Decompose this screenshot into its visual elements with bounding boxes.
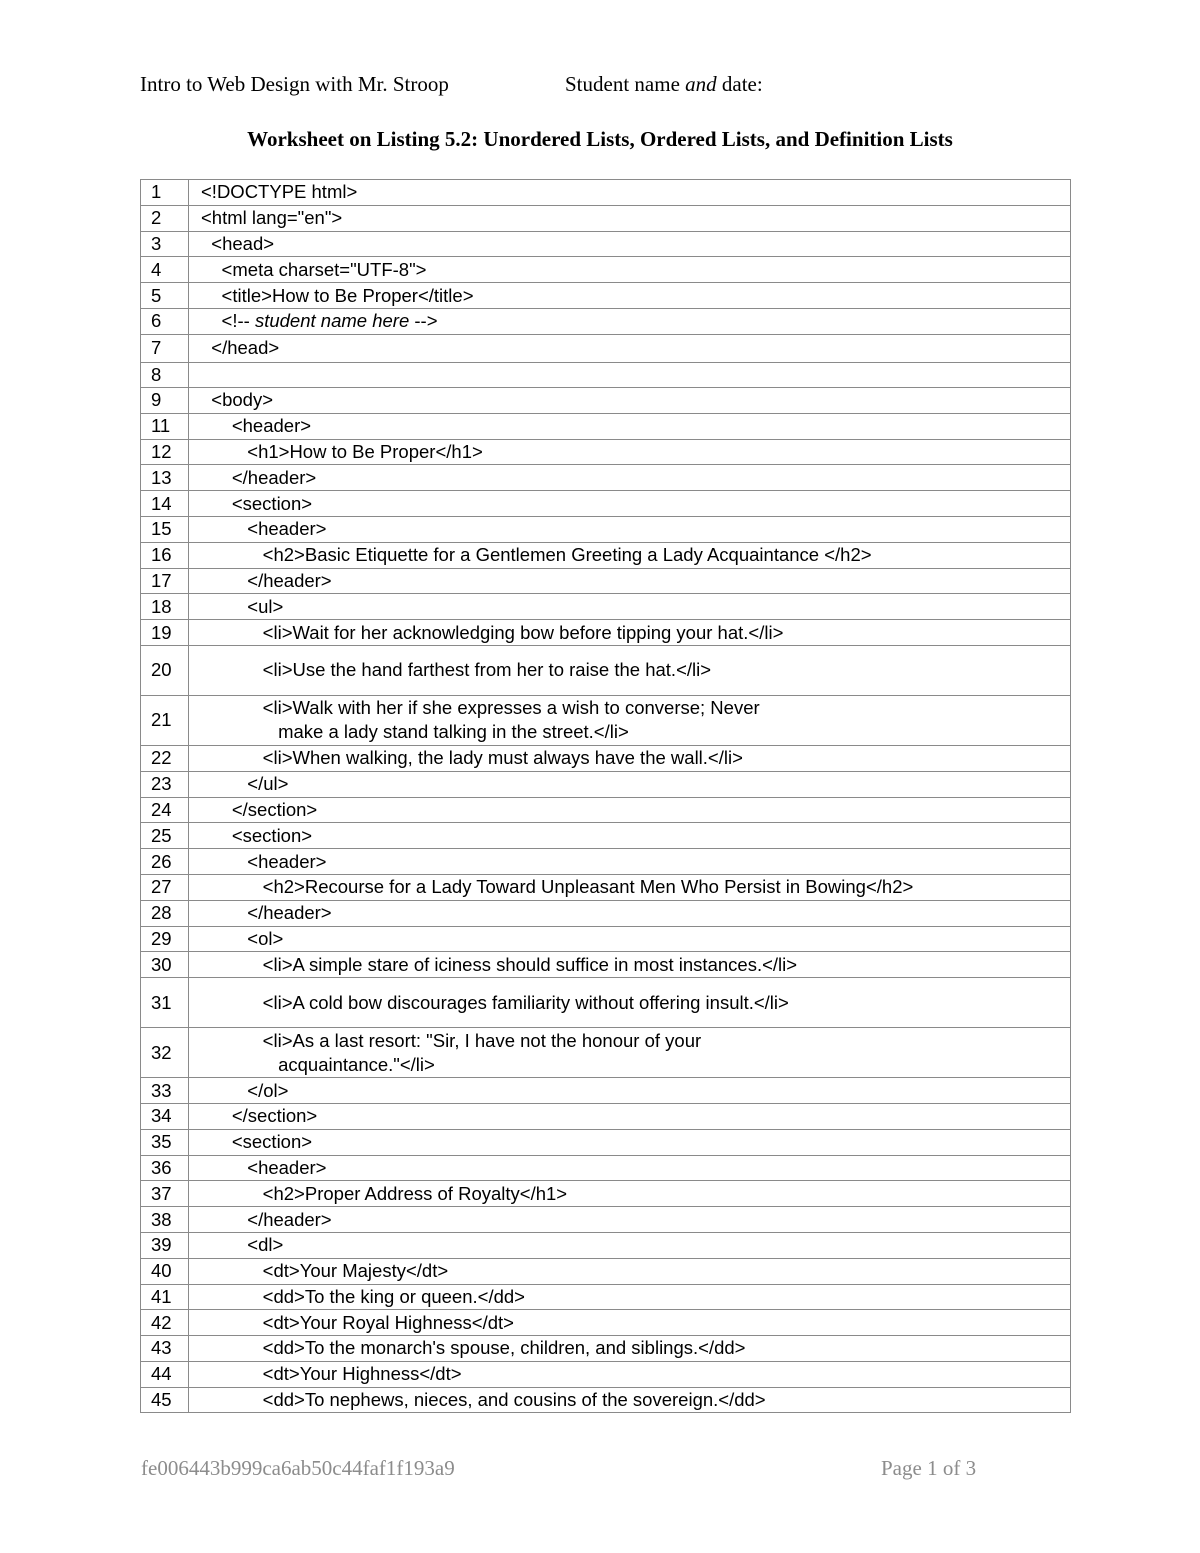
code-line-text: <dl> <box>189 1232 1071 1258</box>
code-line-text: <dd>To nephews, nieces, and cousins of the sovereign.</dd> <box>189 1387 1071 1413</box>
code-line-row <box>141 465 1071 491</box>
student-prefix: Student name <box>565 72 686 96</box>
student-suffix: date: <box>716 72 763 96</box>
line-number: 8 <box>141 362 189 387</box>
line-number: 33 <box>141 1078 189 1104</box>
line-number: 43 <box>141 1336 189 1362</box>
code-line-text: <dd>To the king or queen.</dd> <box>189 1284 1071 1310</box>
code-line-text: <dt>Your Royal Highness</dt> <box>189 1310 1071 1336</box>
code-line-row <box>141 849 1071 875</box>
code-line-row <box>141 387 1071 413</box>
code-line-text: <title>How to Be Proper</title> <box>189 283 1071 309</box>
comment-close: --> <box>409 310 438 332</box>
code-line-row <box>141 1232 1071 1258</box>
code-line-text: <li>A simple stare of iciness should suffice in most instances.</li> <box>189 952 1071 978</box>
line-number: 2 <box>141 205 189 231</box>
code-line-text: <li>Use the hand farthest from her to raise the hat.</li> <box>189 645 1071 695</box>
comment-open: <!-- <box>201 310 255 332</box>
code-line-row <box>141 1310 1071 1336</box>
code-line-row <box>141 594 1071 620</box>
code-line-row <box>141 542 1071 568</box>
code-line-text <box>189 362 1071 387</box>
code-line-row <box>141 1258 1071 1284</box>
page-number: Page 1 of 3 <box>881 1456 977 1480</box>
code-line-text: <h1>How to Be Proper</h1> <box>189 439 1071 465</box>
code-line-row <box>141 1129 1071 1155</box>
code-line-text: </header> <box>189 900 1071 926</box>
code-line-row <box>141 516 1071 542</box>
code-line-text: <li>Wait for her acknowledging bow before tipping your hat.</li> <box>189 620 1071 646</box>
code-line-row <box>141 620 1071 646</box>
code-line-text: </header> <box>189 568 1071 594</box>
code-line-text: <section> <box>189 491 1071 517</box>
document-id: fe006443b999ca6ab50c44faf1f193a9 <box>141 1456 455 1480</box>
line-number: 38 <box>141 1207 189 1233</box>
code-line-text: <h2>Recourse for a Lady Toward Unpleasant Men Who Persist in Bowing</h2> <box>189 874 1071 900</box>
code-line-row <box>141 874 1071 900</box>
code-line-row <box>141 308 1071 334</box>
code-line-row <box>141 1361 1071 1387</box>
line-number: 16 <box>141 542 189 568</box>
line-number: 5 <box>141 283 189 309</box>
code-line-row <box>141 1336 1071 1362</box>
code-line-row <box>141 568 1071 594</box>
code-line-row <box>141 823 1071 849</box>
line-number: 12 <box>141 439 189 465</box>
line-number: 17 <box>141 568 189 594</box>
line-number: 35 <box>141 1129 189 1155</box>
code-line-row <box>141 334 1071 362</box>
line-number: 18 <box>141 594 189 620</box>
code-line-text: <dt>Your Highness</dt> <box>189 1361 1071 1387</box>
code-line-row <box>141 257 1071 283</box>
code-line-text: <h2>Basic Etiquette for a Gentlemen Greeting a Lady Acquaintance </h2> <box>189 542 1071 568</box>
code-line-row <box>141 900 1071 926</box>
line-number: 21 <box>141 695 189 745</box>
code-line-row <box>141 1207 1071 1233</box>
code-line-text: </section> <box>189 1103 1071 1129</box>
code-line-row <box>141 1078 1071 1104</box>
line-number: 40 <box>141 1258 189 1284</box>
line-number: 15 <box>141 516 189 542</box>
code-line-row <box>141 797 1071 823</box>
line-number: 28 <box>141 900 189 926</box>
line-number: 19 <box>141 620 189 646</box>
line-number: 30 <box>141 952 189 978</box>
code-line-row <box>141 283 1071 309</box>
code-line-text: <dd>To the monarch's spouse, children, and siblings.</dd> <box>189 1336 1071 1362</box>
code-line-text: </head> <box>189 334 1071 362</box>
line-number: 39 <box>141 1232 189 1258</box>
line-number: 32 <box>141 1028 189 1078</box>
code-line-row <box>141 978 1071 1028</box>
line-number: 22 <box>141 745 189 771</box>
code-line-row <box>141 491 1071 517</box>
code-line-row <box>141 205 1071 231</box>
code-line-text: <li>When walking, the lady must always have the wall.</li> <box>189 745 1071 771</box>
course-title: Intro to Web Design with Mr. Stroop <box>140 72 449 96</box>
code-line-row <box>141 1103 1071 1129</box>
line-number: 7 <box>141 334 189 362</box>
code-line-row <box>141 413 1071 439</box>
line-number: 14 <box>141 491 189 517</box>
line-number: 44 <box>141 1361 189 1387</box>
code-line-text: <header> <box>189 413 1071 439</box>
line-number: 42 <box>141 1310 189 1336</box>
line-number: 11 <box>141 413 189 439</box>
code-line-row <box>141 180 1071 206</box>
line-number: 13 <box>141 465 189 491</box>
line-number: 3 <box>141 231 189 257</box>
line-number: 37 <box>141 1181 189 1207</box>
code-line-row <box>141 439 1071 465</box>
code-line-text: <li>As a last resort: "Sir, I have not the honour of your acquaintance."</li> <box>189 1028 1071 1078</box>
code-line-row <box>141 1155 1071 1181</box>
code-line-row <box>141 771 1071 797</box>
code-line-text: <dt>Your Majesty</dt> <box>189 1258 1071 1284</box>
code-line-text: <li>A cold bow discourages familiarity without offering insult.</li> <box>189 978 1071 1028</box>
code-line-text: </ul> <box>189 771 1071 797</box>
code-line-row <box>141 695 1071 745</box>
code-line-text: <header> <box>189 516 1071 542</box>
code-line-row <box>141 645 1071 695</box>
code-line-row <box>141 1284 1071 1310</box>
code-line-text: <!DOCTYPE html> <box>189 180 1071 206</box>
code-line-row <box>141 952 1071 978</box>
line-number: 36 <box>141 1155 189 1181</box>
code-line-text: <section> <box>189 1129 1071 1155</box>
code-line-text: </ol> <box>189 1078 1071 1104</box>
code-line-text: <html lang="en"> <box>189 205 1071 231</box>
line-number: 20 <box>141 645 189 695</box>
student-and: and <box>685 72 717 96</box>
code-line-text: <body> <box>189 387 1071 413</box>
line-number: 41 <box>141 1284 189 1310</box>
line-number: 6 <box>141 308 189 334</box>
code-line-row <box>141 362 1071 387</box>
line-number: 9 <box>141 387 189 413</box>
worksheet-title: Worksheet on Listing 5.2: Unordered Lists, Ordered Lists, and Definition Lists <box>247 127 953 151</box>
code-line-text <box>189 308 1071 334</box>
line-number: 34 <box>141 1103 189 1129</box>
line-number: 26 <box>141 849 189 875</box>
code-line-text: <head> <box>189 231 1071 257</box>
code-line-text: <section> <box>189 823 1071 849</box>
code-line-row <box>141 1028 1071 1078</box>
line-number: 27 <box>141 874 189 900</box>
line-number: 29 <box>141 926 189 952</box>
line-number: 45 <box>141 1387 189 1413</box>
line-number: 4 <box>141 257 189 283</box>
line-number: 1 <box>141 180 189 206</box>
student-name-date-label <box>565 72 763 97</box>
code-line-text: <ol> <box>189 926 1071 952</box>
code-line-text: </header> <box>189 465 1071 491</box>
line-number: 31 <box>141 978 189 1028</box>
line-number: 25 <box>141 823 189 849</box>
code-line-text: </header> <box>189 1207 1071 1233</box>
code-line-row <box>141 231 1071 257</box>
code-line-text: <meta charset="UTF-8"> <box>189 257 1071 283</box>
code-line-row <box>141 745 1071 771</box>
line-number: 24 <box>141 797 189 823</box>
comment-placeholder: student name here <box>254 310 410 332</box>
line-number: 23 <box>141 771 189 797</box>
code-line-text: <header> <box>189 849 1071 875</box>
code-line-text: <h2>Proper Address of Royalty</h1> <box>189 1181 1071 1207</box>
code-line-row <box>141 1387 1071 1413</box>
code-line-text: </section> <box>189 797 1071 823</box>
code-listing-table <box>140 179 1071 1413</box>
code-line-row <box>141 926 1071 952</box>
code-line-row <box>141 1181 1071 1207</box>
code-line-text: <ul> <box>189 594 1071 620</box>
code-line-text: <li>Walk with her if she expresses a wish to converse; Never make a lady stand talking in the street.</li> <box>189 695 1071 745</box>
code-line-text: <header> <box>189 1155 1071 1181</box>
